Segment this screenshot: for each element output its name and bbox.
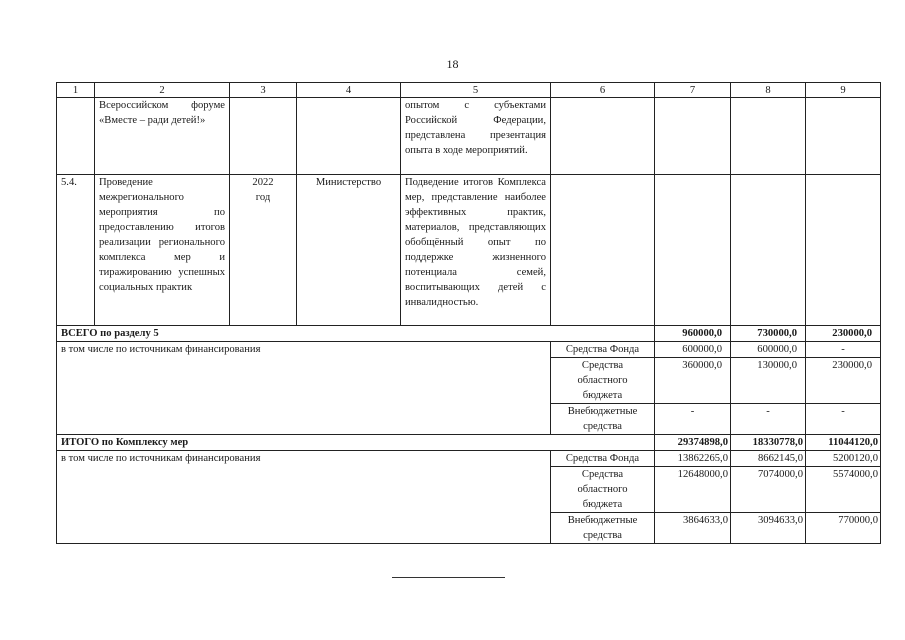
source-row — [57, 451, 881, 467]
header-cell: 1 — [57, 83, 95, 98]
activity-executor: Министерство — [297, 175, 401, 326]
activity-name: Проведение межрегионального мероприятия по предоставлению итогов реализации регионального комплекса мер и тиражированию успешных социальных практик — [95, 175, 230, 326]
total-row-section5 — [57, 326, 881, 342]
source-value-7: 3864633,0 — [655, 513, 731, 544]
source-value-8: 3094633,0 — [731, 513, 806, 544]
source-value-9: 770000,0 — [806, 513, 881, 544]
source-value-7: - — [655, 404, 731, 435]
header-cell: 7 — [655, 83, 731, 98]
source-value-8: 8662145,0 — [731, 451, 806, 467]
total-value-9: 230000,0 — [806, 326, 881, 342]
source-name: Внебюджетные средства — [551, 404, 655, 435]
page-number: 18 — [446, 57, 459, 71]
header-cell: 9 — [806, 83, 881, 98]
source-value-9: 5574000,0 — [806, 467, 881, 513]
source-value-8: - — [731, 404, 806, 435]
source-name: Средства областного бюджета — [551, 467, 655, 513]
activity-name-cont: Всероссийском форуме «Вместе – ради детей!» — [95, 98, 230, 175]
source-name: Средства областного бюджета — [551, 358, 655, 404]
source-name: Средства Фонда — [551, 451, 655, 467]
header-cell: 8 — [731, 83, 806, 98]
footer-rule — [392, 577, 505, 578]
grand-total-value-9: 11044120,0 — [806, 435, 881, 451]
source-value-9: 230000,0 — [806, 358, 881, 404]
grand-total-value-8: 18330778,0 — [731, 435, 806, 451]
activity-number: 5.4. — [57, 175, 95, 326]
header-cell: 5 — [401, 83, 551, 98]
source-value-7: 360000,0 — [655, 358, 731, 404]
header-cell: 6 — [551, 83, 655, 98]
header-cell: 4 — [297, 83, 401, 98]
source-name: Внебюджетные средства — [551, 513, 655, 544]
source-value-8: 600000,0 — [731, 342, 806, 358]
source-row — [57, 342, 881, 358]
grand-total-value-7: 29374898,0 — [655, 435, 731, 451]
table-row-5-4 — [57, 175, 881, 326]
sources-label: в том числе по источникам финансирования — [57, 342, 551, 435]
source-value-8: 7074000,0 — [731, 467, 806, 513]
source-value-7: 12648000,0 — [655, 467, 731, 513]
table-row-continued — [57, 98, 881, 175]
activity-result-cont: опытом с субъектами Российской Федерации, представлена презентация опыта в ходе мероприятий. — [401, 98, 551, 175]
grand-total-label: ИТОГО по Комплексу мер — [57, 435, 655, 451]
header-cell: 2 — [95, 83, 230, 98]
header-cell: 3 — [230, 83, 297, 98]
sources-label: в том числе по источникам финансирования — [57, 451, 551, 544]
source-value-9: - — [806, 342, 881, 358]
total-value-8: 730000,0 — [731, 326, 806, 342]
source-value-9: - — [806, 404, 881, 435]
total-value-7: 960000,0 — [655, 326, 731, 342]
source-name: Средства Фонда — [551, 342, 655, 358]
activity-year: 2022 год — [230, 175, 297, 326]
total-label: ВСЕГО по разделу 5 — [57, 326, 655, 342]
activity-result: Подведение итогов Комплекса мер, представление наиболее эффективных практик, материалов, представляющих обобщённый опыт по поддержке жизненного потенциала семей, воспитывающих детей с инвалидностью. — [401, 175, 551, 326]
source-value-8: 130000,0 — [731, 358, 806, 404]
header-row — [57, 83, 881, 98]
total-row-complex — [57, 435, 881, 451]
source-value-9: 5200120,0 — [806, 451, 881, 467]
budget-table — [56, 82, 881, 544]
source-value-7: 13862265,0 — [655, 451, 731, 467]
source-value-7: 600000,0 — [655, 342, 731, 358]
